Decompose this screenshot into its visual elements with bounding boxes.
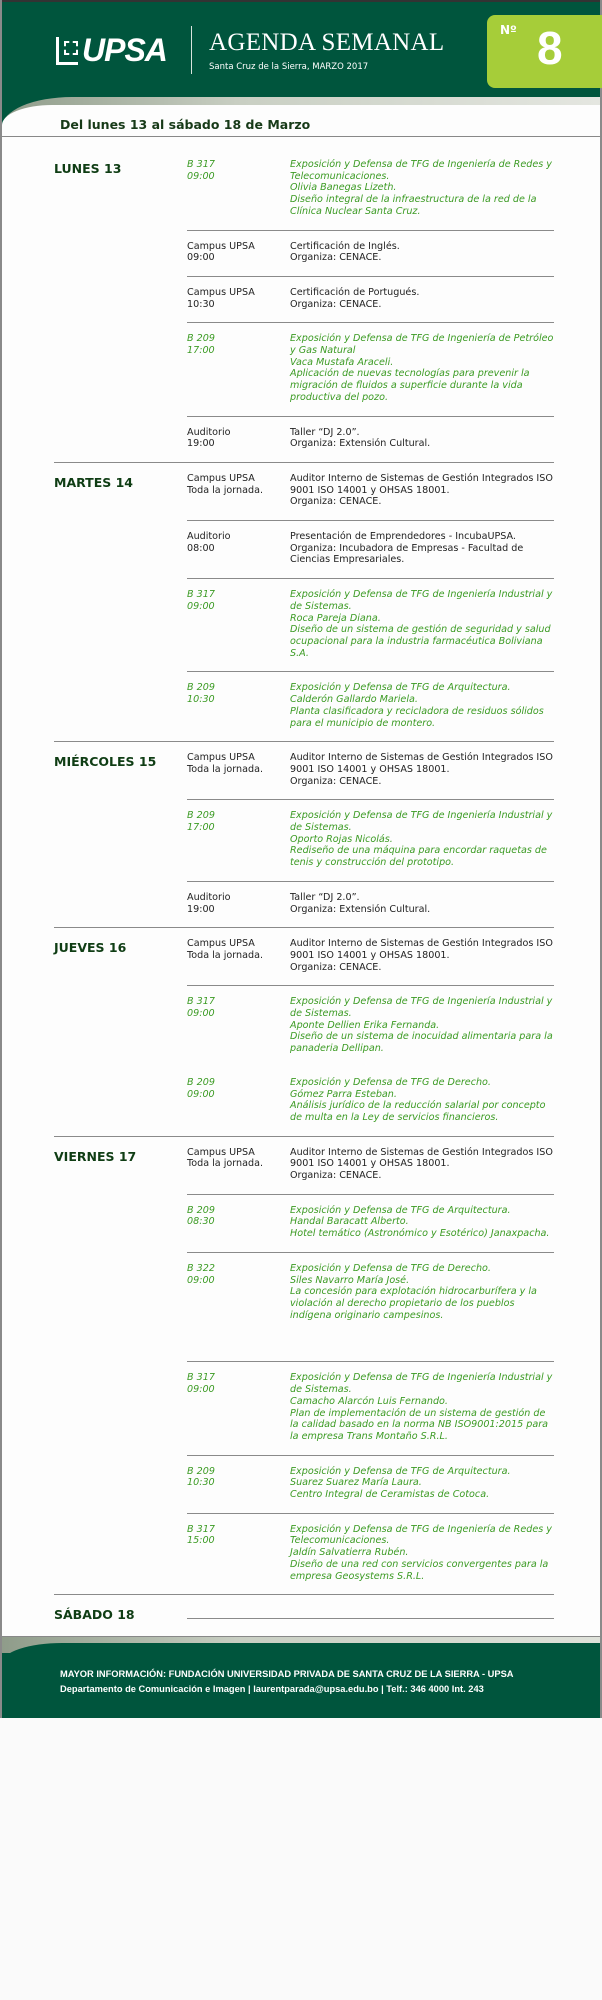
event-item — [187, 149, 554, 231]
event-location: Campus UPSA — [187, 752, 255, 764]
event-item — [187, 1514, 554, 1595]
event-time: 09:00 — [187, 1088, 215, 1100]
event-location: Campus UPSA — [187, 286, 255, 298]
event-line: Exposición y Defensa de TFG de Derecho. — [290, 1076, 491, 1088]
event-place — [187, 810, 290, 869]
event-line: Certificación de Inglés. — [290, 240, 400, 252]
event-location: B 209 — [187, 333, 215, 345]
event-time: 09:00 — [187, 252, 215, 264]
event-location: B 317 — [187, 1523, 215, 1535]
event-place — [187, 427, 290, 450]
event-item — [187, 463, 554, 521]
event-item — [187, 742, 554, 800]
issue-label: Nº — [500, 23, 517, 37]
event-line: Auditor Interno de Sistemas de Gestión Integrados ISO 9001 ISO 14001 y OHSAS 18001. — [290, 752, 553, 775]
event-line: Auditor Interno de Sistemas de Gestión Integrados ISO 9001 ISO 14001 y OHSAS 18001. — [290, 1146, 553, 1170]
event-place — [187, 1147, 290, 1182]
event-line: Aponte Dellien Erika Fernanda. — [290, 1019, 440, 1031]
event-line: Certificación de Portugués. — [290, 286, 420, 298]
logo-text: UPSA — [82, 32, 167, 68]
event-description — [290, 1147, 554, 1182]
event-line: Exposición y Defensa de TFG de Ingeniería Industrial y de Sistemas. — [290, 1372, 553, 1396]
event-location: B 317 — [187, 589, 215, 601]
event-item — [187, 521, 554, 579]
event-place — [187, 333, 290, 403]
event-place — [187, 241, 290, 264]
event-item — [187, 1067, 554, 1136]
event-time: Toda la jornada. — [187, 763, 263, 775]
event-description — [290, 589, 554, 659]
event-item — [187, 1195, 554, 1253]
day-section — [54, 928, 554, 1136]
event-line: Centro Integral de Ceramistas de Cotoca. — [290, 1489, 490, 1501]
event-place — [187, 1466, 290, 1501]
event-line: Organiza: CENACE. — [290, 1170, 382, 1182]
event-line: Organiza: Incubadora de Empresas - Facultad de Ciencias Empresariales. — [290, 542, 524, 566]
event-item — [187, 579, 554, 672]
event-place — [187, 589, 290, 659]
event-item — [187, 1362, 554, 1455]
event-time: 09:00 — [187, 1384, 215, 1396]
event-item — [187, 323, 554, 416]
event-description — [290, 531, 554, 566]
event-location: Campus UPSA — [187, 240, 255, 252]
day-section — [54, 149, 554, 463]
upsa-logo-icon — [56, 37, 78, 65]
event-location: Campus UPSA — [187, 938, 255, 950]
event-description — [290, 333, 554, 403]
event-time: 09:00 — [187, 170, 215, 182]
event-location: B 317 — [187, 1372, 215, 1384]
event-place — [187, 752, 290, 787]
event-item — [187, 882, 554, 927]
event-location: Auditorio — [187, 891, 231, 903]
footer-contact: Departamento de Comunicación e Imagen | laurentparada@upsa.edu.bo | Telf.: 346 4000 Int. 243 — [60, 1684, 484, 1695]
event-line: Exposición y Defensa de TFG de Derecho. — [290, 1262, 491, 1274]
event-item — [187, 1456, 554, 1514]
day-name: LUNES 13 — [54, 161, 122, 176]
event-line: Handal Baracatt Alberto. — [290, 1216, 409, 1228]
event-time: 10:30 — [187, 298, 215, 310]
event-place — [187, 159, 290, 218]
event-place — [187, 892, 290, 915]
event-line: Organiza: Extensión Cultural. — [290, 438, 431, 450]
upsa-logo — [56, 32, 167, 69]
event-description — [290, 1372, 554, 1442]
event-location: Auditorio — [187, 426, 231, 438]
event-time: Toda la jornada. — [187, 1158, 263, 1170]
event-description — [290, 287, 554, 310]
event-place — [187, 1205, 290, 1240]
event-time: 09:00 — [187, 600, 215, 612]
footer-banner — [2, 1636, 600, 1718]
event-line: Auditor Interno de Sistemas de Gestión Integrados ISO 9001 ISO 14001 y OHSAS 18001. — [290, 472, 553, 496]
empty-slot — [187, 1595, 554, 1619]
day-name: SÁBADO 18 — [54, 1607, 135, 1623]
event-location: B 317 — [187, 996, 215, 1008]
day-events — [187, 463, 554, 741]
event-description — [290, 996, 554, 1055]
event-place — [187, 1372, 290, 1442]
event-line: Organiza: CENACE. — [290, 252, 382, 264]
day-section — [54, 463, 554, 742]
event-line: Exposición y Defensa de TFG de Ingeniería Industrial y de Sistemas. — [290, 810, 553, 834]
event-line: Taller “DJ 2.0”. — [290, 426, 360, 438]
issue-badge — [487, 15, 602, 88]
event-description — [290, 1524, 554, 1583]
page-subtitle: Santa Cruz de la Sierra, MARZO 2017 — [209, 62, 369, 72]
day-events — [187, 928, 554, 1135]
event-item — [187, 417, 554, 462]
day-name: JUEVES 16 — [54, 940, 127, 956]
day-name: MIÉRCOLES 15 — [54, 754, 157, 770]
issue-number: 8 — [537, 22, 563, 74]
event-line: Plan de implementación de un sistema de gestión de la calidad basado en la norma NB ISO9001:2015 para la empresa Trans Montaño S.R.L. — [290, 1407, 549, 1442]
event-location: B 209 — [187, 682, 215, 694]
event-line: Exposición y Defensa de TFG de Arquitectura. — [290, 682, 511, 694]
event-place — [187, 531, 290, 566]
day-events — [187, 742, 554, 927]
event-description — [290, 752, 554, 787]
event-time: Toda la jornada. — [187, 484, 263, 496]
event-description — [290, 1263, 554, 1322]
event-time: 08:30 — [187, 1216, 215, 1228]
event-location: B 209 — [187, 1076, 215, 1088]
event-time: 17:00 — [187, 345, 215, 357]
event-line: Olivia Banegas Lizeth. — [290, 182, 397, 194]
event-description — [290, 159, 554, 218]
event-line: Diseño de un sistema de gestión de seguridad y salud ocupacional para la industria farmacéutica Boliviana S.A. — [290, 624, 551, 659]
event-line: Organiza: CENACE. — [290, 775, 382, 787]
date-range: Del lunes 13 al sábado 18 de Marzo — [2, 117, 600, 137]
event-description — [290, 241, 554, 264]
event-line: Camacho Alarcón Luis Fernando. — [290, 1395, 448, 1407]
event-description — [290, 892, 554, 915]
event-item — [187, 800, 554, 882]
event-location: B 317 — [187, 159, 215, 170]
agenda-list — [2, 137, 600, 1622]
day-name: MARTES 14 — [54, 474, 133, 490]
event-description — [290, 1077, 554, 1124]
event-place — [187, 1077, 290, 1124]
event-line: Organiza: Extensión Cultural. — [290, 903, 431, 915]
event-item — [187, 672, 554, 741]
event-line: Diseño integral de la infraestructura de la red de la Clínica Nuclear Santa Cruz. — [290, 194, 537, 217]
event-line: Análisis jurídico de la reducción salarial por concepto de multa en la Ley de servicios financieros. — [290, 1100, 546, 1123]
event-line: Siles Navarro María José. — [290, 1274, 410, 1286]
event-line: Organiza: CENACE. — [290, 298, 382, 310]
event-line: Suarez Suarez María Laura. — [290, 1477, 422, 1489]
event-place — [187, 682, 290, 729]
event-time: Toda la jornada. — [187, 949, 263, 961]
event-place — [187, 1524, 290, 1583]
event-line: Calderón Gallardo Mariela. — [290, 694, 418, 706]
event-place — [187, 938, 290, 973]
event-place — [187, 1263, 290, 1322]
event-item — [187, 231, 554, 277]
event-location: B 209 — [187, 1465, 215, 1477]
event-description — [290, 427, 554, 450]
event-time: 19:00 — [187, 903, 215, 915]
header-divider — [191, 26, 192, 74]
event-item — [187, 986, 554, 1067]
event-item — [187, 928, 554, 986]
event-line: Rediseño de una máquina para encordar raquetas de tenis y construcción del prototipo. — [290, 845, 547, 869]
event-line: Hotel temático (Astronómico y Esotérico) Janaxpacha. — [290, 1228, 550, 1240]
event-line: Diseño de un sistema de inocuidad alimentaria para la panaderia Dellipan. — [290, 1031, 553, 1055]
event-line: Exposición y Defensa de TFG de Arquitectura. — [290, 1204, 511, 1216]
event-item — [187, 1253, 554, 1363]
event-line: Organiza: CENACE. — [290, 961, 382, 973]
event-time: 09:00 — [187, 1274, 215, 1286]
event-line: Roca Pareja Diana. — [290, 612, 381, 624]
event-line: Oporto Rojas Nicolás. — [290, 833, 393, 845]
day-section — [54, 742, 554, 928]
event-place — [187, 287, 290, 310]
event-line: Organiza: CENACE. — [290, 496, 382, 508]
event-line: Exposición y Defensa de TFG de Arquitectura. — [290, 1465, 511, 1477]
event-time: 15:00 — [187, 1535, 215, 1547]
event-line: Exposición y Defensa de TFG de Ingeniería de Redes y Telecomunicaciones. — [290, 159, 552, 182]
event-item — [187, 1137, 554, 1195]
event-line: Taller “DJ 2.0”. — [290, 891, 360, 903]
event-line: Exposición y Defensa de TFG de Ingeniería de Redes y Telecomunicaciones. — [290, 1523, 552, 1547]
day-events — [187, 1595, 554, 1622]
event-time: 10:30 — [187, 694, 215, 706]
page-title: AGENDA SEMANAL — [209, 29, 445, 56]
event-line: Vaca Mustafa Araceli. — [290, 356, 394, 368]
event-time: 08:00 — [187, 542, 215, 554]
event-line: Planta clasificadora y recicladora de residuos sólidos para el municipio de montero. — [290, 705, 544, 729]
event-description — [290, 810, 554, 869]
event-location: B 322 — [187, 1262, 215, 1274]
event-description — [290, 1466, 554, 1501]
event-description — [290, 938, 554, 973]
event-location: B 209 — [187, 810, 215, 822]
event-line: Presentación de Emprendedores - IncubaUPSA. — [290, 531, 516, 543]
event-place — [187, 996, 290, 1055]
event-line: Gómez Parra Esteban. — [290, 1088, 397, 1100]
event-line: Diseño de una red con servicios convergentes para la empresa Geosystems S.R.L. — [290, 1558, 549, 1582]
event-time: 17:00 — [187, 822, 215, 834]
day-section — [54, 1137, 554, 1596]
event-line: Aplicación de nuevas tecnologías para prevenir la migración de fluidos a superficie durante la vida productiva del pozo. — [290, 368, 530, 403]
event-line: Jaldín Salvatierra Rubén. — [290, 1547, 409, 1559]
event-place — [187, 473, 290, 508]
header-banner — [2, 0, 600, 125]
event-location: Campus UPSA — [187, 472, 255, 484]
event-location: B 209 — [187, 1204, 215, 1216]
event-line: La concesión para explotación hidrocarburífera y la violación al derecho propietario de los pueblos indígena originario campesinos. — [290, 1286, 537, 1321]
day-name: VIERNES 17 — [54, 1148, 137, 1164]
event-line: Exposición y Defensa de TFG de Ingeniería Industrial y de Sistemas. — [290, 996, 553, 1020]
event-description — [290, 682, 554, 729]
event-time: 09:00 — [187, 1008, 215, 1020]
event-description — [290, 473, 554, 508]
event-location: Campus UPSA — [187, 1146, 255, 1158]
event-description — [290, 1205, 554, 1240]
footer-info: MAYOR INFORMACIÓN: FUNDACIÓN UNIVERSIDAD PRIVADA DE SANTA CRUZ DE LA SIERRA - UPSA — [60, 1669, 514, 1680]
event-item — [187, 277, 554, 323]
day-events — [187, 1137, 554, 1595]
day-section — [54, 1595, 554, 1622]
event-line: Exposición y Defensa de TFG de Ingeniería de Petróleo y Gas Natural — [290, 333, 554, 357]
event-time: 19:00 — [187, 438, 215, 450]
day-events — [187, 149, 554, 462]
event-time: 10:30 — [187, 1477, 215, 1489]
event-line: Auditor Interno de Sistemas de Gestión Integrados ISO 9001 ISO 14001 y OHSAS 18001. — [290, 938, 553, 961]
event-line: Exposición y Defensa de TFG de Ingeniería Industrial y de Sistemas. — [290, 589, 553, 612]
event-location: Auditorio — [187, 531, 231, 543]
